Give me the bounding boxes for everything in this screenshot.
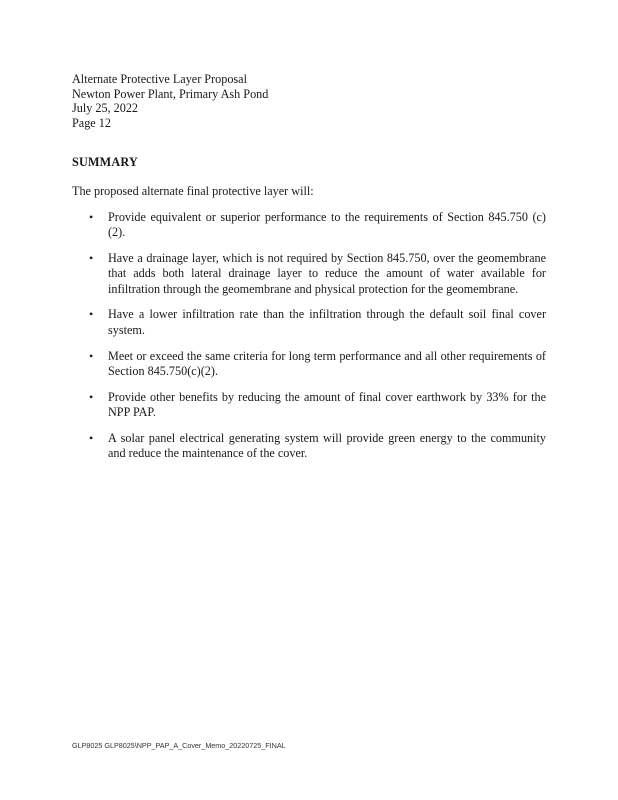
bullet-item [72, 431, 546, 462]
header-site: Newton Power Plant, Primary Ash Pond [72, 86, 269, 101]
bullet-item [72, 349, 546, 380]
bullet-icon: • [89, 348, 94, 363]
bullet-text: Meet or exceed the same criteria for long term performance and all other requirements of Section 845.750(c)(2). [108, 348, 546, 378]
memo-header [72, 72, 268, 130]
bullet-item [72, 251, 546, 297]
bullet-item [72, 210, 546, 241]
bullet-item [72, 390, 546, 421]
bullet-text: Provide other benefits by reducing the amount of final cover earthwork by 33% for the NPP PAP. [108, 389, 546, 419]
bullet-icon: • [89, 251, 94, 266]
bullet-icon: • [89, 210, 94, 224]
bullet-text: A solar panel electrical generating system will provide green energy to the community and reduce the maintenance of the cover. [108, 430, 546, 461]
bullet-text: Provide equivalent or superior performance to the requirements of Section 845.750 (c)(2). [108, 210, 546, 240]
bullet-text: Have a lower infiltration rate than the infiltration through the default soil final cover system. [108, 307, 546, 337]
document-footer-path: GLP8025 GLP8025\NPP_PAP_A_Cover_Memo_20220725_FINAL [72, 741, 286, 750]
bullet-item [72, 307, 546, 338]
bullet-text: Have a drainage layer, which is not required by Section 845.750, over the geomembrane that adds both lateral drainage layer to reduce the amount of water available for infiltration through the geomembrane and physical protection for the geomembrane. [108, 251, 546, 296]
bullet-icon: • [89, 307, 94, 322]
header-date: July 25, 2022 [72, 101, 139, 116]
summary-intro: The proposed alternate final protective layer will: [72, 184, 314, 198]
summary-bullet-list [72, 210, 546, 472]
bullet-icon: • [89, 389, 94, 404]
bullet-icon: • [89, 430, 94, 445]
summary-heading: SUMMARY [72, 155, 138, 169]
header-title: Alternate Protective Layer Proposal [72, 72, 247, 86]
header-page-number: Page 12 [72, 115, 111, 130]
